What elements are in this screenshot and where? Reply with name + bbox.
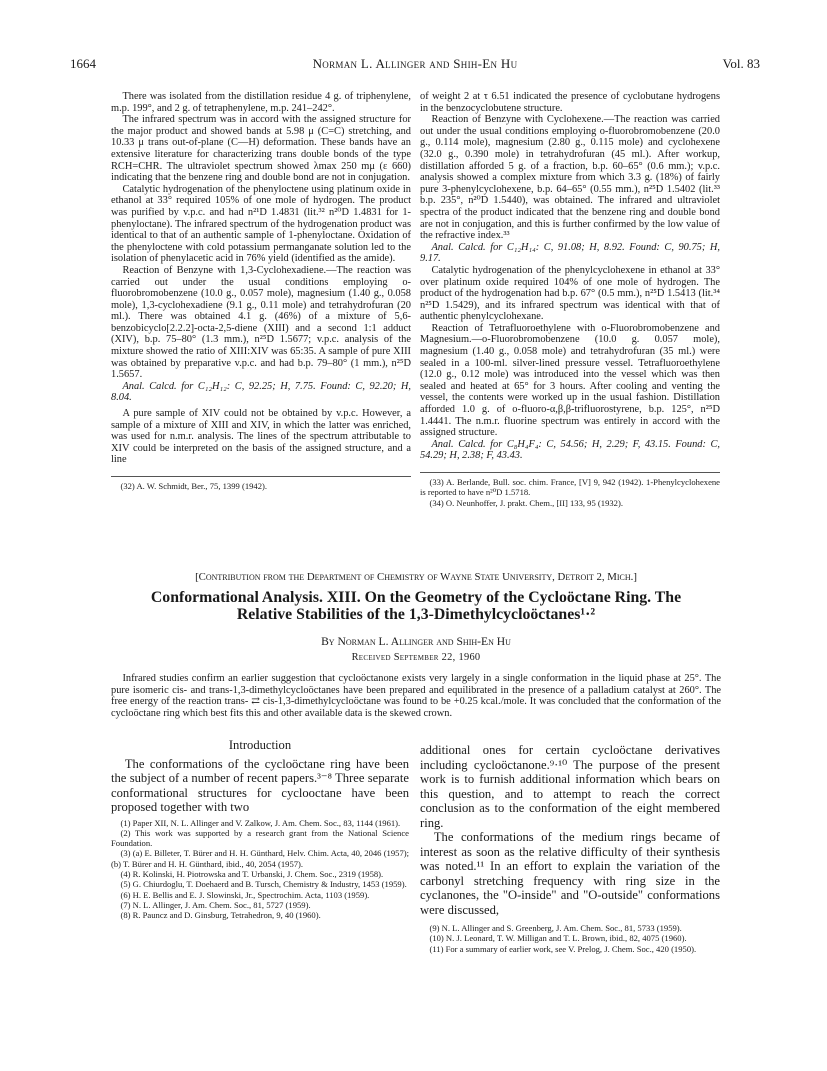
footnote-divider — [420, 920, 720, 921]
paragraph: Catalytic hydrogenation of the phenyloctene using platinum oxide in ethanol at 33° required 105% of one mole of hydrogen. The product was purified by v.p.c. and had n²¹D 1.4831 (lit.³² n²⁰D 1.4831 for 1-phenyloctane). The infrared spectrum of the hydrogenation product was identical to that of an authentic sample of 1-phenyloctane. Oxidation of the phenyloctene with cold potassium permanganate solution led to the isolation of phenylacetic acid in 76% yield (identified as the amide). — [111, 183, 411, 265]
paragraph: Reaction of Benzyne with 1,3-Cyclohexadiene.—The reaction was carried out under the usual conditions employing o-fluorobromobenzene (10.0 g., 0.057 mole), magnesium (1.40 g., 0.058 mole), 1,3-cyclohexadiene (9.1 g., 0.11 mole) and tetrahydrofuran (20 ml.). There was obtained 4.1 g. (46%) of a mixture of 5,6-benzobicyclo[2.2.2]-octa-2,5-diene (XIII) and a second 1:1 adduct (XIV), b.p. 75–80° (1.3 mm.), n²⁵D 1.5677; v.p.c. analysis of the mixture showed the ratio of XIII:XIV was 65:35. A sample of pure XIII was obtained by preparative v.p.c. and had b.p. 79–80° (1 mm.), n²⁵D 1.5657. — [111, 264, 411, 381]
footnote-divider — [111, 476, 411, 477]
paragraph: additional ones for certain cycloöctane derivatives including cycloöctanone.⁹·¹⁰ The purpose of the present work is to furnish additional information which bears on this question, and to attempt to reach the correct conclusion as to the conformation of the eight membered ring. — [420, 743, 720, 830]
paragraph: Anal. Calcd. for C₈H₄F₄: C, 54.56; H, 2.29; F, 43.15. Found: C, 54.29; H, 2.38; F, 43.43. — [420, 438, 720, 462]
footnote: (8) R. Pauncz and D. Ginsburg, Tetrahedron, 9, 40 (1960). — [120, 910, 321, 921]
footnote: (3) (a) E. Billeter, T. Bürer and H. H. Günthard, Helv. Chim. Acta, 40, 2046 (1957); (b) T. Bürer and H. H. Günthard, ibid., 40, 2054 (1957). — [111, 848, 409, 869]
abstract — [111, 673, 721, 719]
footnote: (5) G. Chiurdoglu, T. Doehaerd and B. Tursch, Chemistry & Industry, 1453 (1959). — [120, 879, 407, 890]
footnote-divider — [420, 472, 720, 473]
received-date: Received September 22, 1960 — [351, 652, 481, 663]
footnote: (1) Paper XII, N. L. Allinger and V. Zalkow, J. Am. Chem. Soc., 83, 1144 (1961). — [120, 817, 401, 828]
section-heading: Introduction — [228, 738, 292, 752]
paragraph: Anal. Calcd. for C₁₂H₁₄: C, 91.08; H, 8.92. Found: C, 90.75; H, 9.17. — [420, 241, 720, 265]
footnote: (11) For a summary of earlier work, see V. Prelog, J. Chem. Soc., 420 (1950). — [429, 943, 697, 954]
intro-right-column — [420, 743, 720, 954]
paragraph: of weight 2 at τ 6.51 indicated the presence of cyclobutane hydrogens in the benzocyclobutene structure. — [420, 91, 720, 114]
author-byline: By Norman L. Allinger and Shih-En Hu — [321, 635, 511, 648]
paragraph: There was isolated from the distillation residue 4 g. of triphenylene, m.p. 199°, and 2 g. of tetraphenylene, m.p. 241–242°. — [111, 91, 411, 114]
paragraph: Catalytic hydrogenation of the phenylcyclohexene in ethanol at 33° over platinum oxide required 104% of one mole of hydrogen. The product of the hydrogenation had b.p. 67° (0.5 mm.), n²⁵D 1.5413 (lit.³⁴ n²⁵D 1.5429), and its infrared spectrum was identical with that of authentic phenylcyclohexane. — [420, 264, 720, 323]
article-title — [111, 589, 721, 623]
top-right-column — [420, 91, 720, 508]
page-number: 1664 — [70, 56, 96, 71]
footnote: (10) N. J. Leonard, T. W. Milligan and T. L. Brown, ibid., 82, 4075 (1960). — [429, 933, 687, 944]
paragraph: The conformations of the medium rings became of interest as soon as the relative difficulty of their synthesis was noted.¹¹ In an effort to explain the variation of the carbonyl stretching frequency with ring size in the cyclanones, the "O-inside" and "O-outside" conformations were discussed, — [420, 830, 720, 917]
footnote: (34) O. Neunhoffer, J. prakt. Chem., [II] 133, 95 (1932). — [429, 497, 623, 508]
paragraph: The conformations of the cycloöctane ring have been the subject of a number of recent papers.³⁻⁸ Three separate conformational structures for cyclooctane have been proposed together with two — [111, 756, 409, 815]
paragraph: A pure sample of XIV could not be obtained by v.p.c. However, a sample of a mixture of XIII and XIV, in which the latter was enriched, was used for n.m.r. analysis. The lines of the spectrum attributable to XIV could be interpreted on the basis of the assigned structure, and a line — [111, 408, 411, 466]
footnote: (6) H. E. Bellis and E. J. Slowinski, Jr., Spectrochim. Acta, 1103 (1959). — [120, 889, 370, 900]
footnote: (4) R. Kolinski, H. Piotrowska and T. Urbanski, J. Chem. Soc., 2319 (1958). — [120, 869, 384, 880]
title-line: Conformational Analysis. XIII. On the Geometry of the Cycloöctane Ring. The — [150, 589, 682, 606]
running-header — [70, 56, 760, 76]
footnote: (9) N. L. Allinger and S. Greenberg, J. Am. Chem. Soc., 81, 5733 (1959). — [429, 923, 682, 933]
abstract-text: Infrared studies confirm an earlier suggestion that cycloöctanone exists very largely in a single conformation in the liquid phase at 25°. The pure isomeric cis- and trans-1,3-dimethylcycloöctanes have been prepared and equilibrated in the presence of a palladium catalyst at 260°. The free energy of the reaction trans- ⇄ cis-1,3-dimethylcycloöctane was found to be +0.25 kcal./mole. It was concluded that the conformation of the cycloöctane ring which best fits this and other available data is the skewed crown. — [111, 673, 721, 719]
volume-label: Vol. 83 — [722, 56, 760, 71]
top-left-column — [111, 91, 411, 491]
paragraph: Reaction of Benzyne with Cyclohexene.—The reaction was carried out under the usual conditions employing o-fluorobromobenzene (20.0 g., 0.114 mole), magnesium (2.80 g., 0.115 mole) and cyclohexene (32.0 g., 0.390 mole) in tetrahydrofuran (45 ml.). After workup, distillation afforded 5 g. of a fraction, b.p. 60–65° (0.6 mm.); v.p.c. analysis showed a complex mixture from which 3.3 g. (18%) of fairly pure 3-phenylcyclohexene, b.p. 64–65° (0.55 mm.), n²⁵D 1.5402 (lit.³³ b.p. 235°, n²⁰D 1.5440), was obtained. The infrared and ultraviolet spectra of the product indicated that the benzene ring and double bond are not in conjugation, and this is further confirmed by the low value of the refractive index.³³ — [420, 114, 720, 242]
contribution-line: [Contribution from the Department of Chemistry of Wayne State University, Detroit 2, Mich.] — [195, 571, 637, 583]
running-title: Norman L. Allinger and Shih-En Hu — [312, 56, 518, 71]
paragraph: Anal. Calcd. for C₁₂H₁₂: C, 92.25; H, 7.75. Found: C, 92.20; H, 8.04. — [111, 380, 411, 404]
footnote: (33) A. Berlande, Bull. soc. chim. France, [V] 9, 942 (1942). 1-Phenylcyclohexene is reported to have n²⁰D 1.5718. — [420, 477, 720, 498]
footnote: (32) A. W. Schmidt, Ber., 75, 1399 (1942). — [120, 481, 268, 491]
title-line: Relative Stabilities of the 1,3-Dimethylcycloöctanes¹·² — [236, 606, 596, 623]
footnote: (2) This work was supported by a research grant from the National Science Foundation. — [111, 827, 409, 849]
paragraph: The infrared spectrum was in accord with the assigned structure for the major product and showed bands at 5.98 μ (C=C) stretching, and 10.33 μ trans out-of-plane (C—H) deformation. These bands have an extensive literature for characterizing trans double bonds of the type RCH=CHR. The ultraviolet spectrum showed λmax 250 mμ (ε 660) indicating that the benzene ring and double bond are not in conjugation. — [111, 114, 411, 184]
intro-left-column — [111, 740, 409, 921]
paragraph: Reaction of Tetrafluoroethylene with o-Fluorobromobenzene and Magnesium.—o-Fluorobromobenzene (10.0 g. 0.057 mole), magnesium (1.40 g., 0.058 mole) and tetrahydrofuran (35 ml.) were sealed in a 100-ml. silver-lined pressure vessel. Tetrafluoroethylene (12.0 g., 0.12 mole) was introduced into the vessel which was then sealed and heated at 65° for 3 hours. After cooling and venting the vessel, the contents were worked up in the usual fashion. Distillation afforded 1.0 g. of o-fluoro-α,β,β-trifluorostyrene, b.p. 125°, n²⁵D 1.4441. The n.m.r. fluorine spectrum was entirely in accord with the assigned structure. — [420, 322, 720, 439]
footnote: (7) N. L. Allinger, J. Am. Chem. Soc., 81, 5727 (1959). — [120, 899, 311, 910]
